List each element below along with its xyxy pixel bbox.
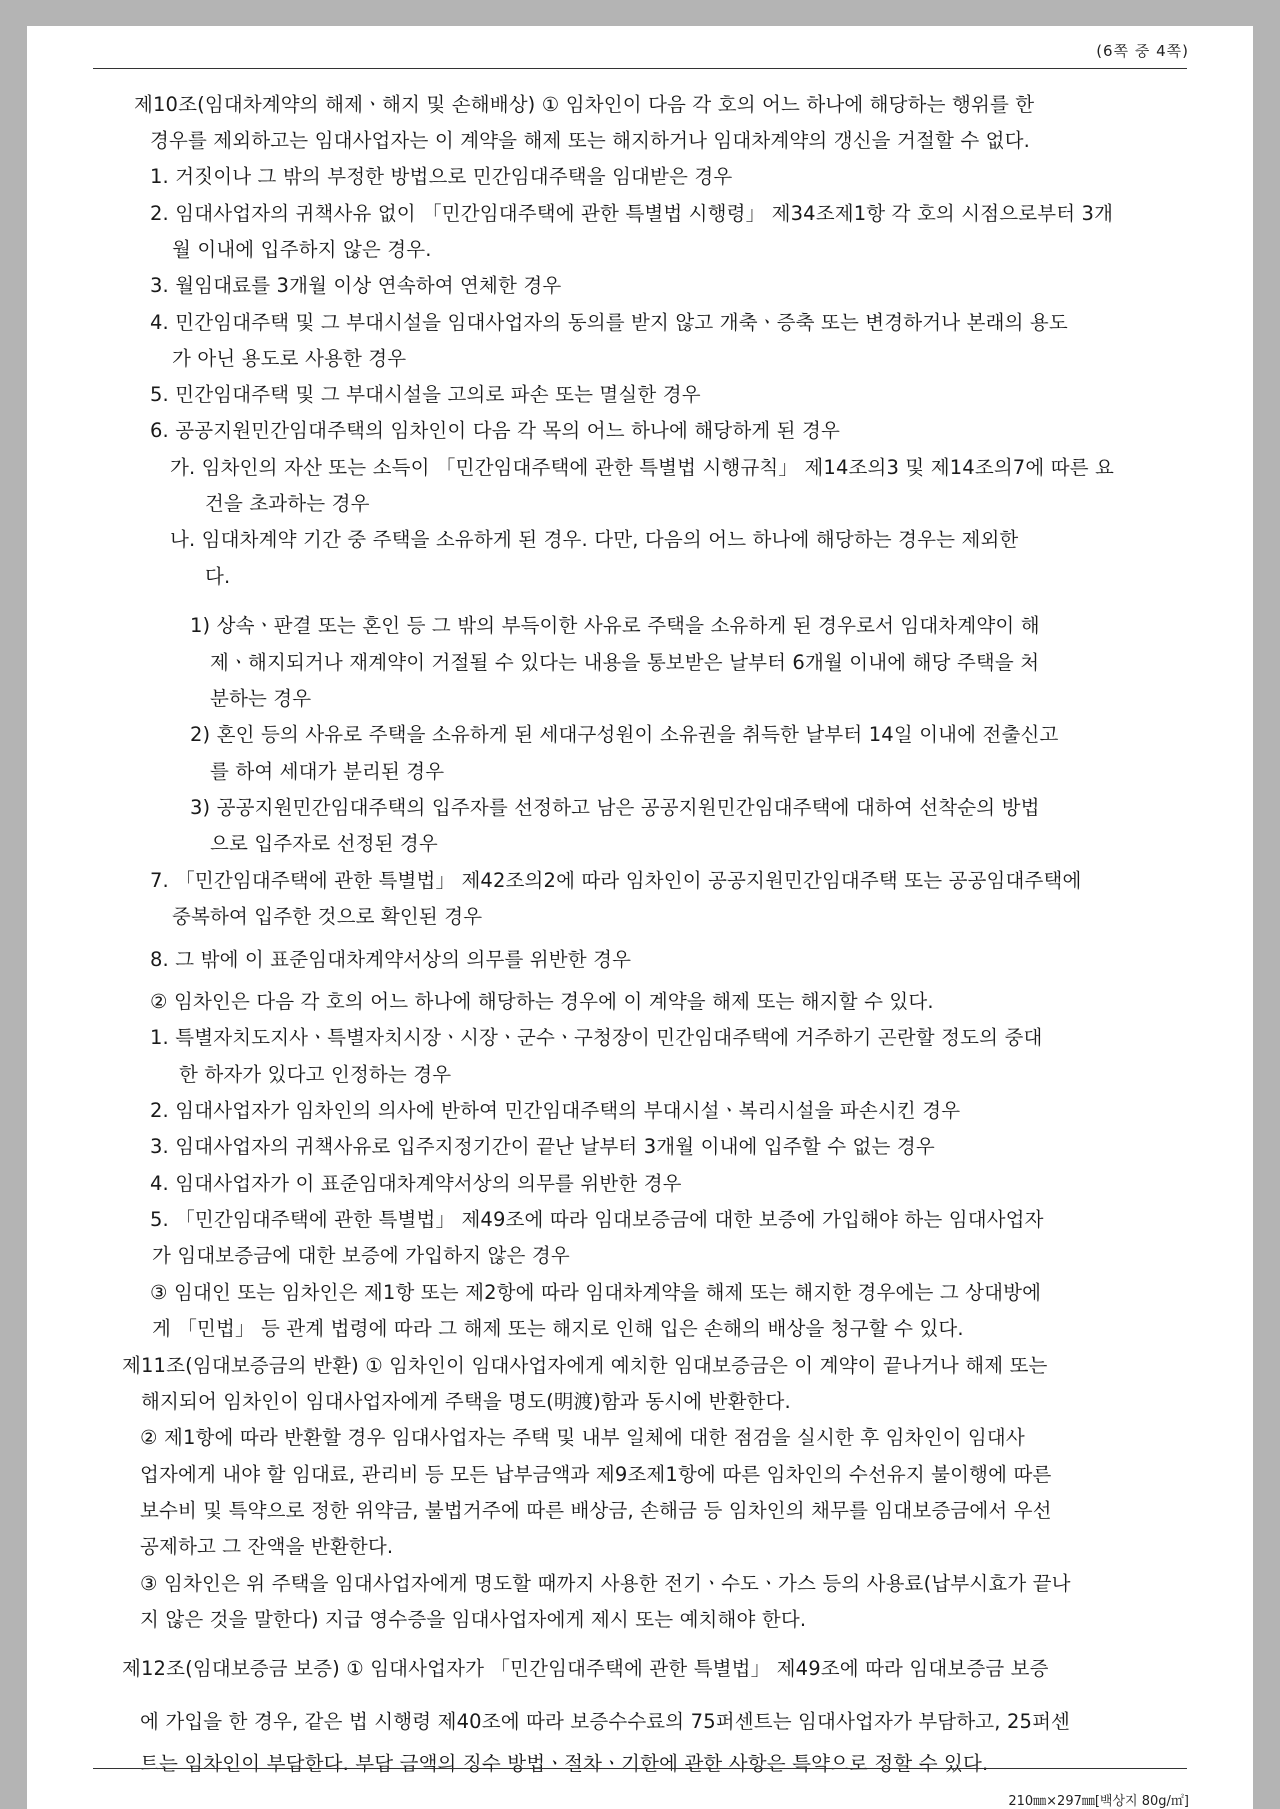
document-page <box>27 26 1253 1809</box>
text-line: 3) 공공지원민간임대주택의 입주자를 선정하고 남은 공공지원민간임대주택에 대하여 선착순의 방법 <box>190 796 1040 819</box>
text-line: 4. 임대사업자가 이 표준임대차계약서상의 의무를 위반한 경우 <box>150 1172 682 1195</box>
text-line: 해지되어 임차인이 임대사업자에게 주택을 명도(明渡)함과 동시에 반환한다. <box>141 1390 791 1413</box>
text-line: 5. 민간임대주택 및 그 부대시설을 고의로 파손 또는 멸실한 경우 <box>150 383 701 406</box>
text-line: 제10조(임대차계약의 해제ㆍ해지 및 손해배상) ① 임차인이 다음 각 호의 어느 하나에 해당하는 행위를 한 <box>134 93 1035 116</box>
text-line: 제ㆍ해지되거나 재계약이 거절될 수 있다는 내용을 통보받은 날부터 6개월 이내에 해당 주택을 처 <box>210 651 1040 674</box>
text-line: 제11조(임대보증금의 반환) ① 임차인이 임대사업자에게 예치한 임대보증금은 이 계약이 끝나거나 해제 또는 <box>122 1354 1048 1377</box>
header-rule <box>93 68 1187 69</box>
text-line: 7. 「민간임대주택에 관한 특별법」 제42조의2에 따라 임차인이 공공지원민간임대주택 또는 공공임대주택에 <box>150 869 1082 892</box>
text-line: 으로 입주자로 선정된 경우 <box>210 832 438 855</box>
text-line: 3. 임대사업자의 귀책사유로 입주지정기간이 끝난 날부터 3개월 이내에 입주할 수 없는 경우 <box>150 1135 935 1158</box>
text-line: 1) 상속ㆍ판결 또는 혼인 등 그 밖의 부득이한 사유로 주택을 소유하게 된 경우로서 임대차계약이 해 <box>190 614 1040 637</box>
text-line: 트는 임차인이 부담한다. 부담 금액의 징수 방법ㆍ절차ㆍ기한에 관한 사항은 특약으로 정할 수 있다. <box>140 1752 989 1775</box>
text-line: ③ 임대인 또는 임차인은 제1항 또는 제2항에 따라 임대차계약을 해제 또는 해지한 경우에는 그 상대방에 <box>150 1281 1042 1304</box>
text-line: 6. 공공지원민간임대주택의 임차인이 다음 각 목의 어느 하나에 해당하게 된 경우 <box>150 419 840 442</box>
text-line: 2. 임대사업자의 귀책사유 없이 「민간임대주택에 관한 특별법 시행령」 제34조제1항 각 호의 시점으로부터 3개 <box>150 202 1114 225</box>
text-line: 경우를 제외하고는 임대사업자는 이 계약을 해제 또는 해지하거나 임대차계약의 갱신을 거절할 수 없다. <box>150 129 1030 152</box>
text-line: 가 아닌 용도로 사용한 경우 <box>172 347 407 370</box>
footer-rule <box>93 1768 1187 1769</box>
text-line: 를 하여 세대가 분리된 경우 <box>210 760 445 783</box>
text-line: 5. 「민간임대주택에 관한 특별법」 제49조에 따라 임대보증금에 대한 보증에 가입해야 하는 임대사업자 <box>150 1208 1044 1231</box>
text-line: 2) 혼인 등의 사유로 주택을 소유하게 된 세대구성원이 소유권을 취득한 날부터 14일 이내에 전출신고 <box>190 723 1059 746</box>
text-line: 에 가입을 한 경우, 같은 법 시행령 제40조에 따라 보증수수료의 75퍼센트는 임대사업자가 부담하고, 25퍼센 <box>140 1710 1071 1733</box>
page-indicator: (6쪽 중 4쪽) <box>1096 42 1189 60</box>
text-line: 게 「민법」 등 관계 법령에 따라 그 해제 또는 해지로 인해 입은 손해의 배상을 청구할 수 있다. <box>152 1317 964 1340</box>
text-line: 지 않은 것을 말한다) 지급 영수증을 임대사업자에게 제시 또는 예치해야 한다. <box>140 1608 807 1631</box>
text-line: ③ 임차인은 위 주택을 임대사업자에게 명도할 때까지 사용한 전기ㆍ수도ㆍ가스 등의 사용료(납부시효가 끝나 <box>140 1572 1071 1595</box>
text-line: 2. 임대사업자가 임차인의 의사에 반하여 민간임대주택의 부대시설ㆍ복리시설을 파손시킨 경우 <box>150 1099 961 1122</box>
text-line: 다. <box>205 565 231 588</box>
text-line: 4. 민간임대주택 및 그 부대시설을 임대사업자의 동의를 받지 않고 개축ㆍ증축 또는 변경하거나 본래의 용도 <box>150 311 1068 334</box>
text-line: 나. 임대차계약 기간 중 주택을 소유하게 된 경우. 다만, 다음의 어느 하나에 해당하는 경우는 제외한 <box>170 528 1019 551</box>
paper-spec: 210㎜×297㎜[백상지 80g/㎡] <box>1008 1794 1189 1809</box>
text-line: 분하는 경우 <box>210 687 312 710</box>
text-line: 8. 그 밖에 이 표준임대차계약서상의 의무를 위반한 경우 <box>150 948 632 971</box>
text-line: 한 하자가 있다고 인정하는 경우 <box>179 1063 452 1086</box>
text-line: 건을 초과하는 경우 <box>205 492 370 515</box>
text-line: 가 임대보증금에 대한 보증에 가입하지 않은 경우 <box>152 1244 570 1267</box>
text-line: 공제하고 그 잔액을 반환한다. <box>140 1535 394 1558</box>
text-line: 1. 특별자치도지사ㆍ특별자치시장ㆍ시장ㆍ군수ㆍ구청장이 민간임대주택에 거주하기 곤란할 정도의 중대 <box>150 1026 1043 1049</box>
text-line: 보수비 및 특약으로 정한 위약금, 불법거주에 따른 배상금, 손해금 등 임차인의 채무를 임대보증금에서 우선 <box>140 1499 1052 1522</box>
text-line: ② 임차인은 다음 각 호의 어느 하나에 해당하는 경우에 이 계약을 해제 또는 해지할 수 있다. <box>150 990 934 1013</box>
text-line: ② 제1항에 따라 반환할 경우 임대사업자는 주택 및 내부 일체에 대한 점검을 실시한 후 임차인이 임대사 <box>140 1426 1025 1449</box>
text-line: 중복하여 입주한 것으로 확인된 경우 <box>172 905 483 928</box>
text-line: 3. 월임대료를 3개월 이상 연속하여 연체한 경우 <box>150 274 562 297</box>
text-line: 제12조(임대보증금 보증) ① 임대사업자가 「민간임대주택에 관한 특별법」 제49조에 따라 임대보증금 보증 <box>122 1657 1049 1680</box>
text-line: 월 이내에 입주하지 않은 경우. <box>172 238 432 261</box>
text-line: 업자에게 내야 할 임대료, 관리비 등 모든 납부금액과 제9조제1항에 따른 임차인의 수선유지 불이행에 따른 <box>140 1463 1052 1486</box>
text-line: 1. 거짓이나 그 밖의 부정한 방법으로 민간임대주택을 임대받은 경우 <box>150 165 733 188</box>
text-line: 가. 임차인의 자산 또는 소득이 「민간임대주택에 관한 특별법 시행규칙」 제14조의3 및 제14조의7에 따른 요 <box>170 456 1115 479</box>
